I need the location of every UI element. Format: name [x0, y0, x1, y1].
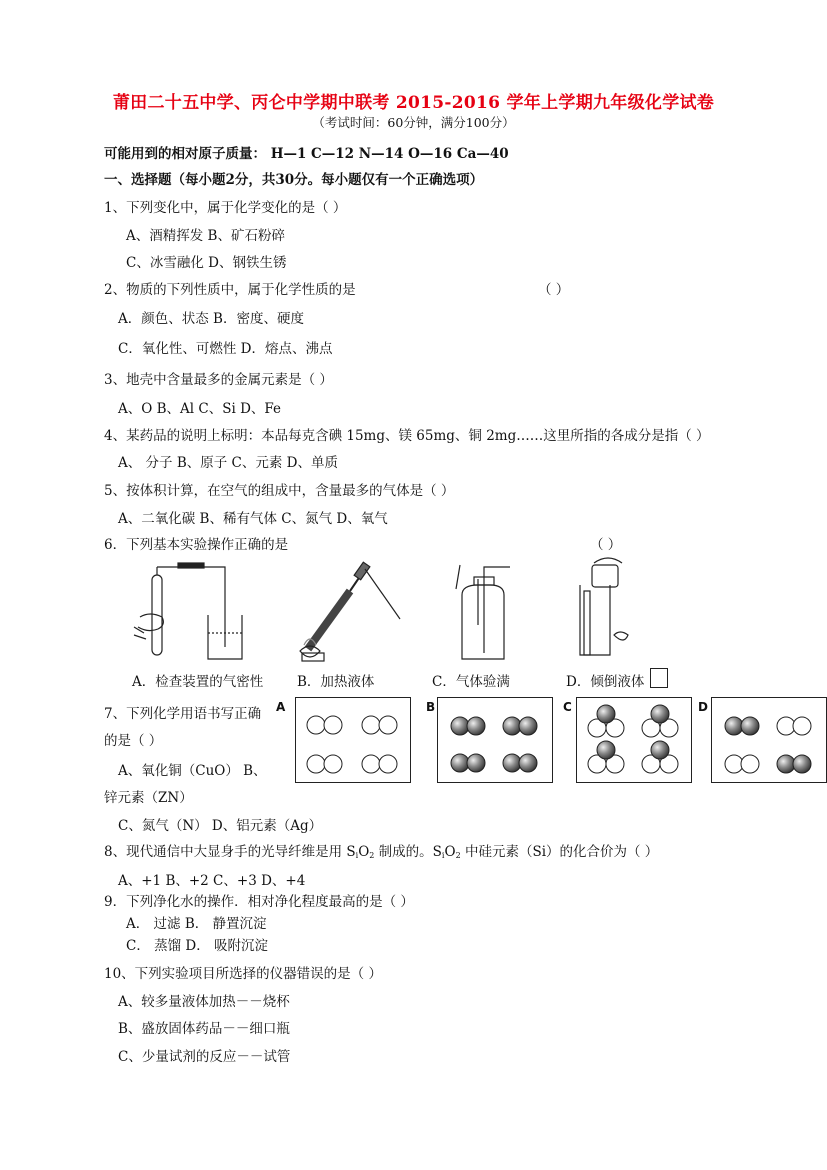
q10-stem: 10、下列实验项目所选择的仪器错误的是（ ） — [104, 966, 382, 982]
formula-2: 2 — [369, 851, 375, 860]
section-heading: 一、选择题（每小题2分，共30分。每小题仅有一个正确选项） — [104, 172, 484, 188]
particle-panel-d — [711, 697, 827, 783]
panel-label-a: A — [276, 700, 286, 714]
panel-label-b: B — [426, 700, 436, 714]
q6-label-c: C．气体验满 — [432, 674, 510, 690]
q1-options-ab: A、酒精挥发 B、矿石粉碎 — [126, 228, 285, 244]
q8-stem-post: 中硅元素（Si）的化合价为（ ） — [460, 844, 659, 860]
q6-label-b: B．加热液体 — [297, 674, 375, 690]
q10-option-c: C、少量试剂的反应－－试管 — [118, 1049, 291, 1065]
panel-label-d: D — [698, 700, 708, 714]
panel-c-diagram — [577, 698, 691, 782]
formula-sio2-b — [433, 844, 461, 860]
atomic-masses: 可能用到的相对原子质量： H—1 C—12 N—14 O—16 Ca—40 — [104, 146, 509, 162]
q9-stem: 9．下列净化水的操作．相对净化程度最高的是（ ） — [104, 894, 414, 910]
gas-check-figure — [456, 565, 510, 659]
formula-o-b: O — [444, 844, 456, 860]
q8-stem-pre: 8、现代通信中大显身手的光导纤维是用 — [104, 844, 347, 860]
q7-options-cd: C、氮气（N） D、铝元素（Ag） — [118, 818, 323, 834]
formula-i-b: i — [441, 851, 445, 860]
panel-label-c: C — [563, 700, 572, 714]
panel-a-diagram — [296, 698, 410, 782]
formula-s-b: S — [432, 844, 442, 860]
q1-stem: 1、下列变化中，属于化学变化的是（ ） — [104, 200, 347, 216]
q9-options-ab: A． 过滤 B． 静置沉淀 — [126, 916, 267, 932]
exam-subtitle: （考试时间：60分钟，满分100分） — [312, 115, 515, 130]
airtightness-check-figure — [134, 563, 242, 659]
q5-options: A、二氧化碳 B、稀有气体 C、氮气 D、氧气 — [118, 511, 388, 527]
q4-stem: 4、某药品的说明上标明：本品每克含碘 15mg、镁 65mg、铜 2mg……这里所指的各成分是指（ ） — [104, 428, 710, 444]
formula-2-b: 2 — [455, 851, 461, 860]
pouring-liquid-figure — [580, 558, 628, 655]
q10-option-a: A、较多量液体加热－－烧杯 — [118, 994, 290, 1010]
q7-options-b-cont: 锌元素（ZN） — [104, 790, 193, 806]
q6-figures — [120, 555, 680, 667]
particle-panel-b — [437, 697, 553, 783]
answer-box — [650, 668, 668, 688]
q6-paren: （ ） — [590, 537, 622, 553]
q9-options-cd: C． 蒸馏 D． 吸附沉淀 — [126, 938, 269, 954]
q5-stem: 5、按体积计算，在空气的组成中，含量最多的气体是（ ） — [104, 483, 455, 499]
q6-label-a: A．检查装置的气密性 — [132, 674, 264, 690]
q3-options: A、O B、Al C、Si D、Fe — [118, 401, 282, 417]
q10-option-b: B、盛放固体药品－－细口瓶 — [118, 1021, 290, 1037]
q2-options-cd: C．氧化性、可燃性 D．熔点、沸点 — [118, 341, 333, 357]
panel-d-diagram — [712, 698, 826, 782]
q2-paren: （ ） — [538, 282, 570, 298]
heating-liquid-figure — [300, 562, 400, 661]
q6-stem: 6．下列基本实验操作正确的是 — [104, 537, 289, 553]
q8-stem-mid: 制成的。 — [374, 844, 433, 860]
q7-stem-line2: 的是（ ） — [104, 733, 163, 749]
q2-options-ab: A．颜色、状态 B．密度、硬度 — [118, 311, 304, 327]
formula-i: i — [355, 851, 359, 860]
q8-options: A、+1 B、+2 C、+3 D、+4 — [118, 873, 306, 889]
particle-panel-c — [576, 697, 692, 783]
q4-options: A、 分子 B、原子 C、元素 D、单质 — [118, 455, 338, 471]
q6-label-d: D．倾倒液体 — [566, 674, 645, 690]
q2-stem: 2、物质的下列性质中，属于化学性质的是 — [104, 282, 356, 298]
q1-options-cd: C、冰雪融化 D、钢铁生锈 — [126, 255, 287, 271]
formula-sio2 — [346, 844, 374, 860]
q7-options-ab: A、氧化铜（CuO） B、 — [118, 763, 267, 779]
q3-stem: 3、地壳中含量最多的金属元素是（ ） — [104, 372, 333, 388]
formula-s: S — [346, 844, 356, 860]
panel-b-diagram — [438, 698, 552, 782]
q8-stem — [104, 840, 658, 860]
exam-title: 莆田二十五中学、丙仑中学期中联考 2015-2016 学年上学期九年级化学试卷 — [112, 93, 715, 113]
particle-panel-a — [295, 697, 411, 783]
formula-o: O — [358, 844, 370, 860]
q7-stem-line1: 7、下列化学用语书写正确 — [104, 706, 262, 722]
